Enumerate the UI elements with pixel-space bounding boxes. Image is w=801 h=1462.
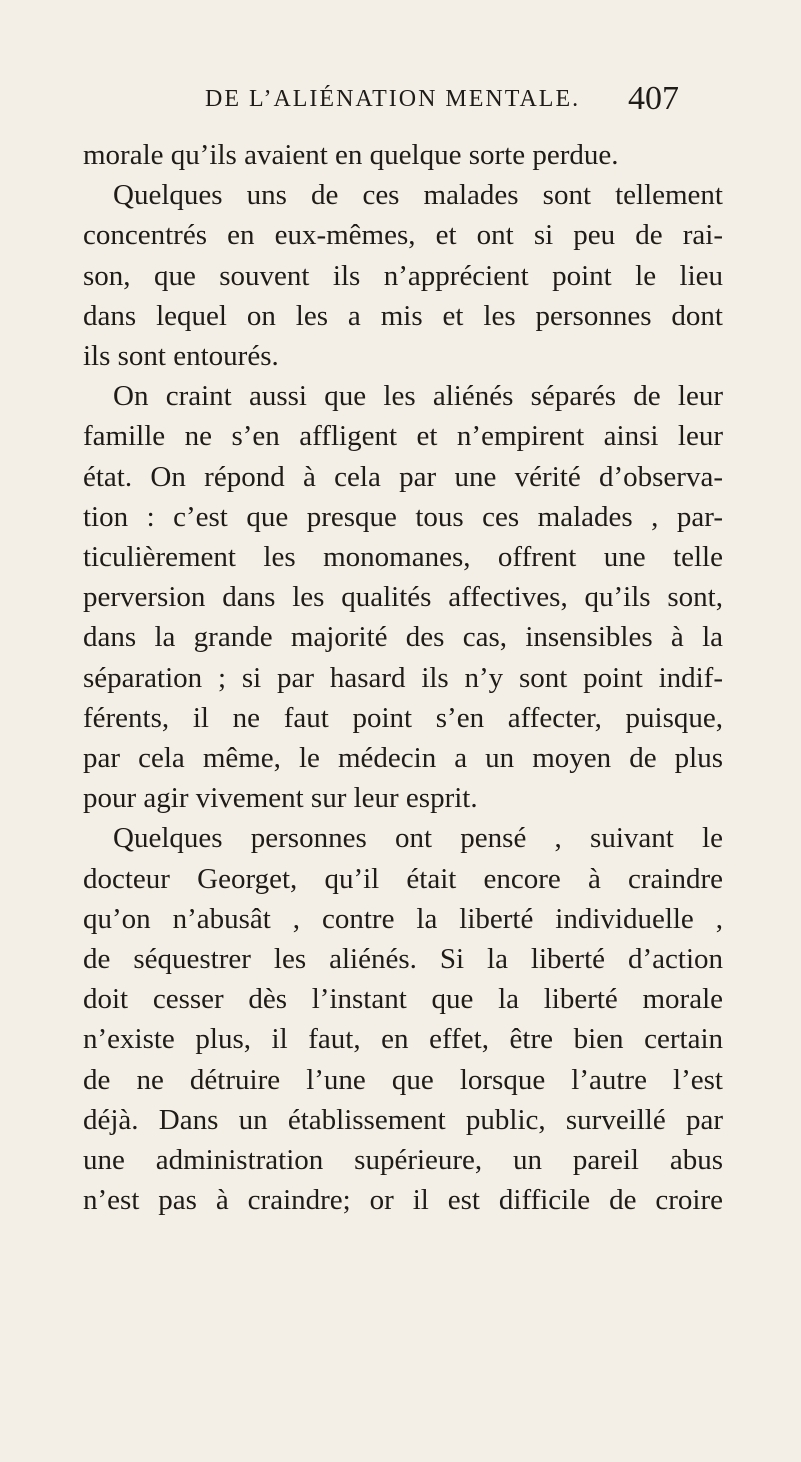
text-line: qu’on n’abusât , contre la liberté individuelle , — [83, 902, 723, 935]
text-line: tion : c’est que presque tous ces malades , par- — [83, 500, 723, 533]
text-line: concentrés en eux-mêmes, et ont si peu de rai- — [83, 219, 723, 252]
text-line: Quelques uns de ces malades sont tellement — [113, 179, 723, 212]
text-line: n’est pas à craindre; or il est difficile de croire — [83, 1184, 723, 1217]
text-line: par cela même, le médecin a un moyen de plus — [83, 742, 723, 775]
text-line: de séquestrer les aliénés. Si la liberté d’action — [83, 943, 723, 976]
page-number: 407 — [628, 80, 679, 117]
text-line: séparation ; si par hasard ils n’y sont point indif- — [83, 661, 723, 694]
text-line: ticulièrement les monomanes, offrent une telle — [83, 541, 723, 574]
text-line: docteur Georget, qu’il était encore à craindre — [83, 862, 723, 895]
text-line: ils sont entourés. — [83, 340, 279, 373]
text-line: état. On répond à cela par une vérité d’observa- — [83, 460, 723, 493]
text-line: une administration supérieure, un pareil abus — [83, 1144, 723, 1177]
text-line: Quelques personnes ont pensé , suivant le — [113, 822, 723, 855]
text-line: dans lequel on les a mis et les personnes dont — [83, 299, 723, 332]
text-line: doit cesser dès l’instant que la liberté morale — [83, 983, 723, 1016]
text-line: dans la grande majorité des cas, insensibles à la — [83, 621, 723, 654]
text-line: férents, il ne faut point s’en affecter, puisque, — [83, 701, 723, 734]
text-line: morale qu’ils avaient en quelque sorte perdue. — [83, 139, 619, 171]
text-line: son, que souvent ils n’apprécient point le lieu — [83, 259, 723, 292]
body-text — [83, 135, 723, 1220]
text-line: déjà. Dans un établissement public, surveillé par — [83, 1103, 723, 1136]
running-header: DE L’ALIÉNATION MENTALE. — [205, 86, 581, 112]
text-line: famille ne s’en affligent et n’empirent ainsi leur — [83, 420, 723, 453]
text-line: de ne détruire l’une que lorsque l’autre l’est — [83, 1063, 723, 1096]
text-line: n’existe plus, il faut, en effet, être bien certain — [83, 1023, 723, 1056]
text-line: perversion dans les qualités affectives, qu’ils sont, — [83, 581, 723, 614]
text-line: pour agir vivement sur leur esprit. — [83, 782, 478, 815]
text-line: On craint aussi que les aliénés séparés de leur — [113, 380, 723, 413]
